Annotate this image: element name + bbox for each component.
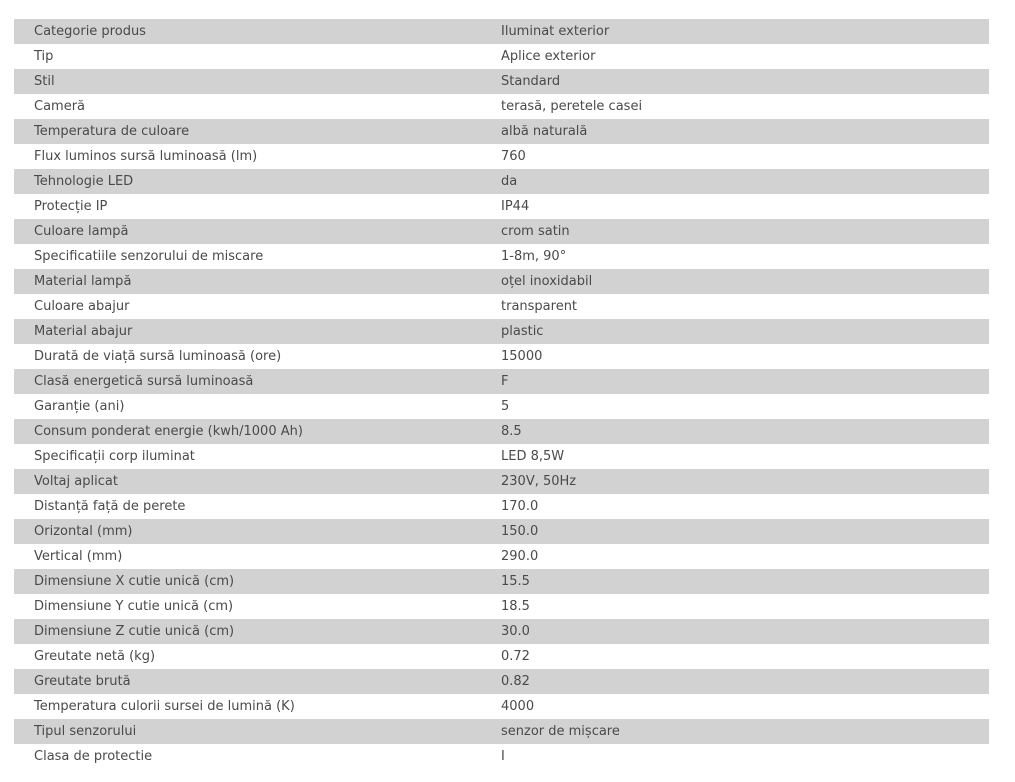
spec-row [14,419,989,444]
spec-row [14,669,989,694]
spec-value: Standard [482,69,989,94]
spec-label: Greutate brută [14,669,482,694]
spec-value: 290.0 [482,544,989,569]
spec-row [14,19,989,44]
spec-value: 30.0 [482,619,989,644]
spec-label: Garanție (ani) [14,394,482,419]
spec-value: F [482,369,989,394]
spec-label: Greutate netă (kg) [14,644,482,669]
spec-value: 0.82 [482,669,989,694]
spec-row [14,544,989,569]
spec-value: 15000 [482,344,989,369]
spec-value: terasă, peretele casei [482,94,989,119]
spec-label: Material abajur [14,319,482,344]
spec-row [14,394,989,419]
spec-row [14,294,989,319]
spec-value: Iluminat exterior [482,19,989,44]
spec-value: 760 [482,144,989,169]
spec-row [14,144,989,169]
spec-value: da [482,169,989,194]
spec-row [14,719,989,744]
spec-row [14,444,989,469]
spec-row [14,94,989,119]
spec-label: Specificatiile senzorului de miscare [14,244,482,269]
spec-row [14,469,989,494]
spec-label: Protecție IP [14,194,482,219]
spec-row [14,744,989,769]
spec-label: Cameră [14,94,482,119]
spec-label: Clasa de protectie [14,744,482,769]
spec-label: Durată de viață sursă luminoasă (ore) [14,344,482,369]
spec-value: crom satin [482,219,989,244]
spec-value: IP44 [482,194,989,219]
spec-label: Vertical (mm) [14,544,482,569]
spec-row [14,594,989,619]
spec-value: 1-8m, 90° [482,244,989,269]
spec-value: albă naturală [482,119,989,144]
spec-label: Flux luminos sursă luminoasă (lm) [14,144,482,169]
spec-label: Culoare lampă [14,219,482,244]
spec-label: Temperatura culorii sursei de lumină (K) [14,694,482,719]
spec-value: Aplice exterior [482,44,989,69]
spec-label: Culoare abajur [14,294,482,319]
spec-value: 150.0 [482,519,989,544]
spec-row [14,69,989,94]
spec-row [14,244,989,269]
spec-row [14,269,989,294]
spec-value: 15.5 [482,569,989,594]
spec-row [14,519,989,544]
spec-label: Stil [14,69,482,94]
spec-row [14,344,989,369]
spec-label: Temperatura de culoare [14,119,482,144]
spec-label: Distanță față de perete [14,494,482,519]
spec-row [14,494,989,519]
spec-row [14,619,989,644]
spec-row [14,694,989,719]
spec-value: plastic [482,319,989,344]
spec-label: Specificații corp iluminat [14,444,482,469]
spec-row [14,119,989,144]
spec-label: Tipul senzorului [14,719,482,744]
spec-row [14,369,989,394]
spec-value: 8.5 [482,419,989,444]
spec-row [14,169,989,194]
spec-value: oțel inoxidabil [482,269,989,294]
spec-row [14,219,989,244]
spec-value: senzor de mișcare [482,719,989,744]
spec-label: Categorie produs [14,19,482,44]
spec-value: 230V, 50Hz [482,469,989,494]
spec-row [14,44,989,69]
spec-rows [14,19,989,769]
spec-label: Clasă energetică sursă luminoasă [14,369,482,394]
spec-row [14,194,989,219]
spec-value: LED 8,5W [482,444,989,469]
spec-label: Dimensiune X cutie unică (cm) [14,569,482,594]
spec-label: Tip [14,44,482,69]
spec-value: 18.5 [482,594,989,619]
product-specifications-table [14,19,989,769]
spec-row [14,569,989,594]
spec-label: Orizontal (mm) [14,519,482,544]
spec-label: Tehnologie LED [14,169,482,194]
spec-value: transparent [482,294,989,319]
spec-value: 4000 [482,694,989,719]
spec-value: 170.0 [482,494,989,519]
spec-label: Consum ponderat energie (kwh/1000 Ah) [14,419,482,444]
spec-value: 5 [482,394,989,419]
spec-row [14,644,989,669]
spec-value: 0.72 [482,644,989,669]
spec-label: Material lampă [14,269,482,294]
spec-label: Dimensiune Y cutie unică (cm) [14,594,482,619]
spec-value: I [482,744,989,769]
spec-row [14,319,989,344]
spec-label: Voltaj aplicat [14,469,482,494]
spec-label: Dimensiune Z cutie unică (cm) [14,619,482,644]
